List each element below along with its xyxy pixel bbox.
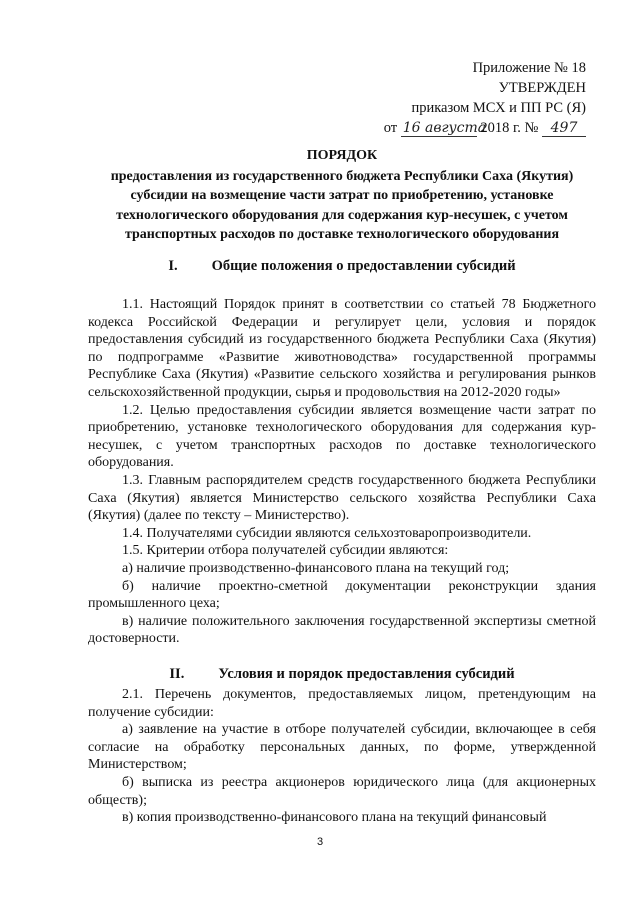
paragraph-1-4: 1.4. Получателями субсидии являются сельхозтоваропроизводители.: [122, 525, 532, 541]
title-subtitle: предоставления из государственного бюджета Республики Саха (Якутия) субсидии на возмещение части затрат по приобретению, установке технологического оборудования для содержания кур-несушек, с учетом транспортных расходов по доставке технологического оборудования: [110, 168, 574, 242]
paragraph-1-3: 1.3. Главным распорядителем средств государственного бюджета Республики Саха (Якутия) является Министерство сельского хозяйства Республики Саха (Якутия) (далее по тексту – Министерство).: [88, 472, 596, 524]
criterion-c: в) наличие положительного заключения государственной экспертизы сметной достоверности.: [88, 613, 596, 647]
approval-date-line: [384, 118, 586, 138]
criterion-a: а) наличие производственно-финансового плана на текущий год;: [122, 560, 510, 576]
handwritten-order-number: 497: [542, 121, 586, 137]
paragraph-1-5: 1.5. Критерии отбора получателей субсидии являются:: [122, 543, 449, 559]
paragraph-2-1: 2.1. Перечень документов, предоставляемых лицом, претендующим на получение субсидии:: [88, 687, 596, 720]
section-2-body: [88, 686, 596, 827]
approval-stamp: [384, 58, 586, 138]
section-1-numeral: I.: [168, 258, 178, 274]
section-2-heading: [88, 666, 596, 683]
page-number: 3: [316, 836, 324, 848]
year-and-number-label: 2018 г. №: [480, 120, 539, 136]
title-heading: ПОРЯДОК: [306, 148, 378, 163]
document-item-c: в) копия производственно-финансового плана на текущий финансовый: [122, 810, 547, 826]
document-item-a: а) заявление на участие в отборе получателей субсидии, включающее в себя согласие на обработку персональных данных, по форме, утвержденной Министерством;: [88, 722, 596, 773]
paragraph-1-2: 1.2. Целью предоставления субсидии является возмещение части затрат по приобретению, установке технологического оборудования для содержания кур-несушек, с учетом транспортных расходов по доставке технологического оборудования.: [88, 402, 596, 471]
section-1-title: Общие положения о предоставлении субсидий: [211, 258, 516, 274]
appendix-number: Приложение № 18: [472, 60, 586, 76]
section-2-title: Условия и порядок предоставления субсидий: [218, 666, 515, 682]
handwritten-date: 16 августа: [402, 120, 487, 136]
criterion-b: б) наличие проектно-сметной документации реконструкции здания промышленного цеха;: [88, 578, 596, 612]
section-1-heading: [88, 258, 596, 275]
approved-by-order: приказом МСХ и ПП РС (Я): [411, 100, 586, 116]
section-2-numeral: II.: [169, 666, 185, 682]
document-item-b: б) выписка из реестра акционеров юридического лица (для акционерных обществ);: [88, 774, 596, 808]
paragraph-1-1: 1.1. Настоящий Порядок принят в соответствии со статьей 78 Бюджетного кодекса Российской Федерации и регулирует цели, условия и порядок предоставления субсидий из государственного бюджета Республики Саха (Якутия) по подпрограмме «Развитие животноводства» государственной программы Республике Саха (Якутия) «Развитие сельского хозяйства и регулирования рынков сельскохозяйственной продукции, сырья и продовольствия на 2012-2020 годы»: [88, 297, 596, 400]
approved-label: УТВЕРЖДЕН: [498, 80, 586, 96]
document-title: [88, 146, 596, 245]
section-1-body: [88, 296, 596, 648]
date-prefix: от: [383, 120, 398, 136]
